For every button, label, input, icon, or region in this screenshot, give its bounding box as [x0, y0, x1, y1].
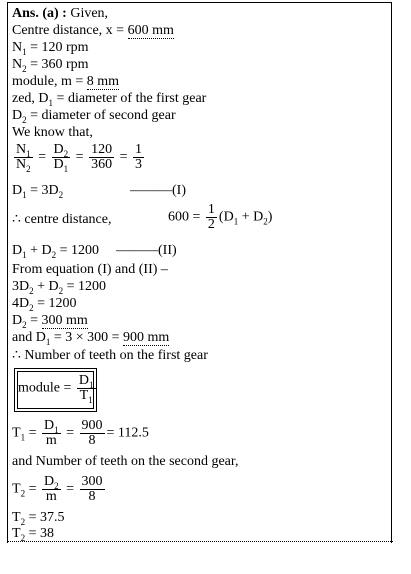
- sub: 2: [22, 114, 27, 125]
- sub: 2: [22, 319, 27, 330]
- box-label: module =: [18, 380, 72, 396]
- sub: 1: [20, 432, 26, 443]
- sub: 1: [233, 216, 239, 227]
- four-d2-line: [12, 296, 77, 312]
- d2-definition: [12, 108, 176, 124]
- four-d2-a: 4D: [12, 296, 30, 311]
- sub: 2: [54, 480, 59, 491]
- centre-distance-text: ∴ centre distance,: [12, 212, 112, 227]
- t1-f2d: 8: [88, 433, 96, 448]
- t2-f1d: m: [45, 489, 57, 504]
- bottom-dotted-rule: [7, 541, 393, 542]
- four-d2-b: = 1200: [33, 296, 77, 311]
- sub: 2: [20, 532, 26, 543]
- d1-def-a: zed, D: [12, 91, 49, 106]
- eq-d1: = 3D: [26, 183, 59, 198]
- half-d: 2: [207, 217, 215, 232]
- ratio-120: 120: [91, 142, 113, 157]
- d2-def-a: D: [12, 108, 23, 123]
- n2-value: = 360 rpm: [26, 57, 89, 72]
- n2-label: N: [12, 57, 23, 72]
- centre-label: Centre distance, x =: [12, 23, 128, 38]
- sub: 2: [58, 285, 64, 296]
- ratio-n1: N: [16, 142, 27, 157]
- n1-label: N: [12, 40, 23, 55]
- d1-value: 900 mm: [123, 330, 170, 345]
- ratio-three: 3: [134, 157, 142, 172]
- and-d1: and D: [12, 330, 46, 345]
- sub: 2: [51, 249, 57, 260]
- frac-half: [206, 203, 217, 232]
- centre-equation: [168, 203, 272, 232]
- frac-900-8: [80, 419, 105, 448]
- sum-b: + D: [26, 243, 52, 258]
- t2-f1n: D: [43, 474, 55, 489]
- sub: 2: [29, 285, 34, 296]
- frac-d1-m: [42, 419, 61, 448]
- three-d2-line: [12, 279, 106, 295]
- sub: 1: [26, 148, 31, 159]
- three-d2-c: = 1200: [63, 279, 107, 294]
- sub: 2: [58, 189, 64, 200]
- n1-value: = 120 rpm: [26, 40, 89, 55]
- sub: 2: [29, 302, 34, 313]
- t2-approx: [12, 510, 64, 526]
- t2-equation: $T_2$ = $\frac{D_2}{m}$ = $\frac{300}{8}$: [12, 474, 103, 504]
- d2-letter: D: [12, 313, 23, 328]
- d2-def-b: = diameter of second gear: [26, 108, 176, 123]
- ratio-d1: D: [53, 157, 64, 172]
- and-d1-expr: = 3 × 300 =: [50, 330, 124, 345]
- frac-300-8: [80, 475, 105, 504]
- d1-definition: [12, 91, 206, 107]
- n1-line: [12, 40, 89, 56]
- t2b-label: T: [12, 526, 21, 541]
- t1-f2n: 900: [81, 418, 103, 433]
- given-text: Given,: [66, 6, 109, 21]
- three-d2-b: + D: [33, 279, 59, 294]
- second-gear-line: and Number of teeth on the second gear,: [12, 454, 239, 469]
- n2-line: [12, 57, 89, 73]
- t2b-value: = 38: [25, 526, 54, 541]
- t1-equation: $T_1$ = $\frac{D_1}{m}$ = $\frac{900}{8}$ = 112.5: [12, 418, 149, 448]
- centre-distance-line: [12, 23, 174, 39]
- sub: 1: [63, 163, 69, 174]
- three-d2-a: 3D: [12, 279, 30, 294]
- answer-heading: Ans. (a) :: [12, 6, 67, 21]
- answer-heading-line: [12, 6, 108, 22]
- t2a-value: = 37.5: [25, 510, 65, 525]
- six-hundred: 600 =: [168, 209, 201, 225]
- ratio-one: 1: [134, 142, 142, 157]
- module-label: module, m =: [12, 74, 87, 89]
- frac-d2-m: [42, 475, 61, 504]
- sub: 1: [88, 394, 93, 405]
- sub: 2: [63, 148, 69, 159]
- t2-f2n: 300: [81, 474, 103, 489]
- t1-f1n: D: [43, 418, 55, 433]
- frac-120-360: [89, 143, 114, 172]
- sub: 2: [22, 63, 27, 74]
- sub: 2: [263, 216, 268, 227]
- d1-def-b: = diameter of the first gear: [53, 91, 207, 106]
- frac-n1-n2: [14, 143, 33, 172]
- num-teeth-first: ∴ Number of teeth on the first gear: [12, 348, 208, 363]
- t2a-label: T: [12, 510, 21, 525]
- d1-value-line: [12, 330, 169, 346]
- know-line: We know that,: [12, 125, 93, 140]
- t2-label: T: [12, 481, 21, 497]
- ratio-d2: D: [53, 142, 64, 157]
- sum-equation: [12, 243, 99, 259]
- ratio-n2: N: [16, 157, 27, 172]
- t1-f1d: m: [45, 433, 57, 448]
- t2-f2d: 8: [88, 489, 96, 504]
- sum-c: = 1200: [56, 243, 100, 258]
- d2-eq: =: [26, 313, 42, 328]
- sub: 1: [54, 424, 59, 435]
- t1-result: = 112.5: [106, 425, 149, 441]
- sub: 1: [48, 97, 54, 108]
- d1-eq-line: [12, 183, 63, 199]
- t2-final: [12, 526, 54, 542]
- module-formula: [18, 374, 98, 403]
- frac-d2-d1: [52, 143, 71, 172]
- d2-value: 300 mm: [41, 313, 88, 328]
- sum-a: D: [12, 243, 23, 258]
- sub: 1: [22, 249, 27, 260]
- from-equation-line: From equation (I) and (II) –: [12, 262, 168, 277]
- frac-d1-t1: [77, 374, 96, 403]
- sub: 2: [26, 163, 31, 174]
- sub: 1: [22, 46, 27, 57]
- paren-a: (D: [218, 209, 234, 225]
- sub: 1: [89, 379, 94, 390]
- ratio-equation: $\frac{N_1}{N_2}$ = $\frac{D_2}{D_1}$ = $\frac{120}{360}$ = $\frac{1}{3}$: [16, 142, 142, 174]
- module-value: 8 mm: [86, 74, 120, 89]
- half-n: 1: [207, 202, 215, 217]
- box-d: T: [79, 388, 89, 403]
- sub: 2: [20, 488, 26, 499]
- d2-value-line: [12, 313, 88, 329]
- sub: 1: [45, 336, 51, 347]
- sub: 2: [20, 516, 26, 527]
- d1-letter: D: [12, 183, 23, 198]
- paren-c: ): [267, 209, 273, 225]
- centre-value: 600 mm: [127, 23, 174, 38]
- eq-label-I: ———(I): [130, 183, 186, 198]
- ratio-360: 360: [91, 157, 113, 172]
- module-line: [12, 74, 119, 90]
- t1-label: T: [12, 425, 21, 441]
- sub: 1: [22, 189, 27, 200]
- box-n: D: [78, 373, 90, 388]
- eq-label-II: ———(II): [116, 243, 177, 258]
- paren-b: + D: [238, 209, 264, 225]
- frac-1-3: [133, 143, 144, 172]
